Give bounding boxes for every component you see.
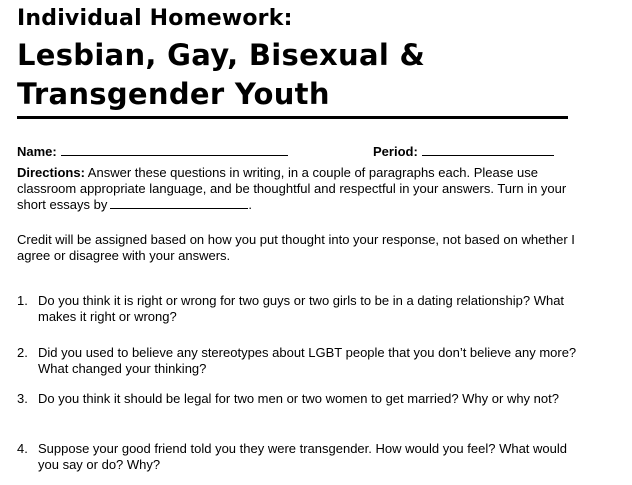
period-blank-line — [422, 143, 554, 156]
question-number: 4. — [17, 441, 28, 456]
due-date-blank-line — [110, 197, 248, 209]
directions-label: Directions: — [17, 165, 85, 180]
question-text: Suppose your good friend told you they were transgender. How would you feel? What would you say or do? Why? — [38, 441, 567, 472]
document-heading: Individual Homework: — [17, 6, 293, 31]
directions-paragraph — [17, 165, 577, 213]
name-field — [17, 143, 288, 159]
name-label: Name: — [17, 144, 57, 159]
title-underline-rule — [17, 116, 568, 119]
period-label: Period: — [373, 144, 418, 159]
question-text: Do you think it is right or wrong for two guys or two girls to be in a dating relationship? What makes it right or wrong? — [38, 293, 565, 324]
question-number: 3. — [17, 391, 28, 406]
question-item — [17, 441, 577, 473]
directions-period: . — [248, 197, 252, 212]
document-title-line-2: Transgender Youth — [17, 77, 330, 111]
question-item — [17, 345, 577, 377]
question-text: Do you think it should be legal for two men or two women to get married? Why or why not? — [38, 391, 559, 406]
question-text: Did you used to believe any stereotypes about LGBT people that you don’t believe any more? What changed your thinking? — [38, 345, 577, 376]
directions-text: Answer these questions in writing, in a couple of paragraphs each. Please use classroom appropriate language, and be thoughtful and respectful in your answers. Turn in your short essays by — [17, 165, 567, 212]
credit-paragraph: Credit will be assigned based on how you put thought into your response, not based on whether I agree or disagree with your answers. — [17, 232, 575, 263]
name-blank-line — [61, 143, 288, 156]
student-info-row — [17, 143, 572, 163]
document-title-line-1: Lesbian, Gay, Bisexual & — [17, 38, 426, 72]
question-number: 2. — [17, 345, 28, 360]
question-item — [17, 391, 577, 407]
period-field — [373, 143, 554, 159]
question-item — [17, 293, 577, 325]
question-number: 1. — [17, 293, 28, 308]
